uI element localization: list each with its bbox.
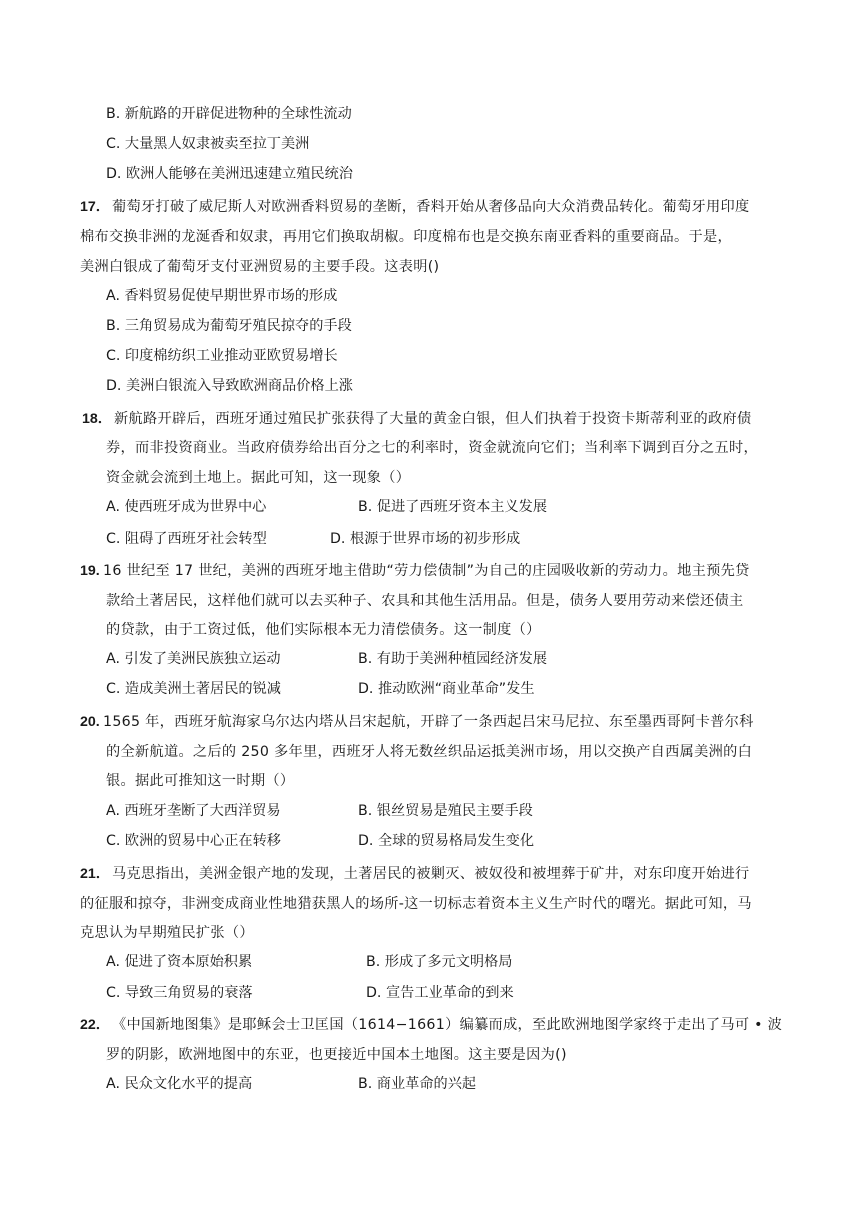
q20-number: 20.: [80, 714, 100, 730]
q19-stem-line-1: 16 世纪至 17 世纪，美洲的西班牙地主借助“劳力偿债制”为自己的庄园吸收新的劳动力。地主预先贷: [103, 563, 750, 579]
q21-option-d: D. 宣告工业革命的到来: [366, 985, 514, 1001]
q19-stem-line-2: 款给土著居民，这样他们就可以去买种子、农具和其他生活用品。但是，债务人要用劳动来偿还债主: [106, 593, 744, 609]
q18-number: 18．: [82, 411, 112, 427]
q19-number: 19.: [80, 563, 100, 579]
q21-option-a: A. 促进了资本原始积累: [106, 954, 253, 970]
q19-option-a: A. 引发了美洲民族独立运动: [106, 651, 281, 667]
q18-stem-line-2: 券，而非投资商业。当政府债券给出百分之七的利率时，资金就流向它们；当利率下调到百分之五时，: [106, 440, 758, 456]
q17-option-d: D. 美洲白银流入导致欧洲商品价格上涨: [106, 378, 353, 394]
q16-option-c: C. 大量黑人奴隶被卖至拉丁美洲: [106, 136, 310, 152]
q21-stem-line-1: 马克思指出，美洲金银产地的发现，土著居民的被剿灭、被奴役和被埋葬于矿井，对东印度开始进行: [112, 866, 750, 882]
q20-stem-line-1: 1565 年，西班牙航海家乌尔达内塔从吕宋起航，开辟了一条西起吕宋马尼拉、东至墨西哥阿卡普尔科: [103, 714, 754, 730]
q22-option-a: A. 民众文化水平的提高: [106, 1076, 253, 1092]
q19-option-d: D. 推动欧洲“商业革命”发生: [358, 681, 535, 697]
q19-option-c: C. 造成美洲土著居民的锐减: [106, 681, 281, 697]
q18-option-b: B. 促进了西班牙资本主义发展: [358, 499, 548, 515]
q17-stem-line-1: 葡萄牙打破了威尼斯人对欧洲香料贸易的垄断，香料开始从奢侈品向大众消费品转化。葡萄牙用印度: [112, 199, 750, 215]
q22-option-b: B. 商业革命的兴起: [358, 1076, 477, 1092]
q18-option-c: C. 阻碍了西班牙社会转型: [106, 531, 267, 547]
q20-option-b: B. 银丝贸易是殖民主要手段: [358, 803, 533, 819]
q18-option-a: A. 使西班牙成为世界中心: [106, 499, 267, 515]
q21-option-b: B. 形成了多元文明格局: [366, 954, 513, 970]
q22-stem-line-1: 《中国新地图集》是耶稣会士卫匡国（1614−1661）编纂而成，至此欧洲地图学家终于走出了马可 • 波: [112, 1017, 783, 1033]
q20-option-c: C. 欧洲的贸易中心正在转移: [106, 833, 281, 849]
q17-stem-line-3: 美洲白银成了葡萄牙支付亚洲贸易的主要手段。这表明(): [80, 259, 440, 275]
q17-number: 17．: [80, 199, 110, 215]
q21-option-c: C. 导致三角贸易的衰落: [106, 985, 253, 1001]
q19-option-b: B. 有助于美洲种植园经济发展: [358, 651, 548, 667]
q18-option-d: D. 根源于世界市场的初步形成: [330, 531, 521, 547]
q17-option-b: B. 三角贸易成为葡萄牙殖民掠夺的手段: [106, 318, 352, 334]
q16-option-b: B. 新航路的开辟促进物种的全球性流动: [106, 106, 352, 122]
q16-option-d: D. 欧洲人能够在美洲迅速建立殖民统治: [106, 166, 353, 182]
q20-option-a: A. 西班牙垄断了大西洋贸易: [106, 803, 281, 819]
q21-stem-line-2: 的征服和掠夺，非洲变成商业性地猎获黑人的场所-这一切标志着资本主义生产时代的曙光。据此可知，马: [80, 896, 752, 912]
q22-number: 22．: [80, 1017, 110, 1033]
q21-number: 21．: [80, 866, 110, 882]
q20-stem-line-3: 银。据此可推知这一时期（）: [106, 773, 295, 789]
q17-stem-line-2: 棉布交换非洲的龙涎香和奴隶，再用它们换取胡椒。印度棉布也是交换东南亚香料的重要商品。于是，: [80, 229, 732, 245]
q17-option-a: A. 香料贸易促使早期世界市场的形成: [106, 288, 338, 304]
q18-stem-line-3: 资金就会流到土地上。据此可知，这一现象（）: [106, 470, 411, 486]
q17-option-c: C. 印度棉纺织工业推动亚欧贸易增长: [106, 348, 338, 364]
q20-option-d: D. 全球的贸易格局发生变化: [358, 833, 535, 849]
q18-stem-line-1: 新航路开辟后，西班牙通过殖民扩张获得了大量的黄金白银，但人们执着于投资卡斯蒂利亚的政府债: [114, 411, 752, 427]
q21-stem-line-3: 克思认为早期殖民扩张（）: [80, 925, 254, 941]
q20-stem-line-2: 的全新航道。之后的 250 多年里，西班牙人将无数丝织品运抵美洲市场，用以交换产自西属美洲的白: [106, 744, 753, 760]
q22-stem-line-2: 罗的阴影，欧洲地图中的东亚，也更接近中国本土地图。这主要是因为(): [106, 1047, 567, 1063]
q19-stem-line-3: 的贷款，由于工资过低，他们实际根本无力清偿债务。这一制度（）: [106, 622, 541, 638]
